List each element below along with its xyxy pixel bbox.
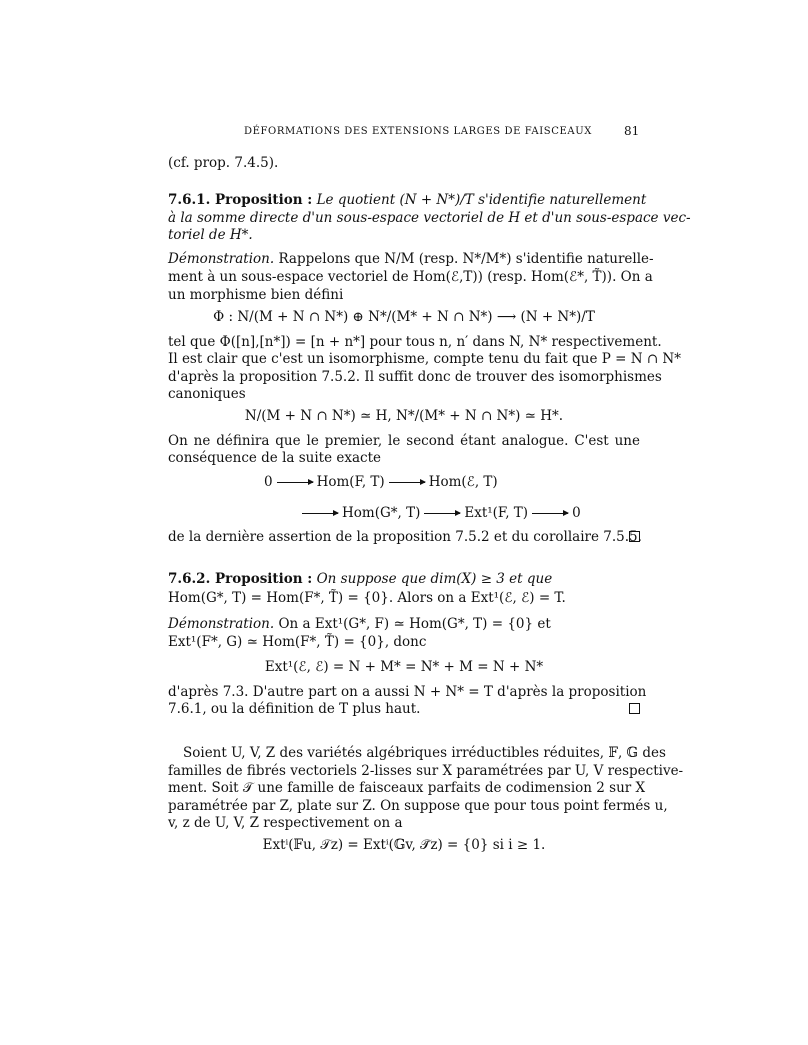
qed-square-icon: [629, 531, 640, 542]
equation-isomorphisms: N/(M + N ∩ N*) ≃ H, N*/(M* + N ∩ N*) ≃ H*.: [244, 408, 564, 424]
exact-sequence-row-2: [298, 505, 581, 521]
text-span: Rappelons que N/M (resp. N*/M*) s'identifie naturelle-: [278, 251, 654, 267]
text-line: Ext¹(F*, G) ≃ Hom(F*, T̃) = {0}, donc: [168, 634, 427, 650]
exact-sequence-row-1: [264, 474, 498, 490]
proposition-761-line: [168, 192, 647, 209]
text-span: On a Ext¹(G*, F) ≃ Hom(G*, T) = {0} et: [278, 616, 551, 632]
text-line: paramétrée par Z, plate sur Z. On suppose que pour tous point fermés u,: [168, 798, 668, 814]
text-line: Soient U, V, Z des variétés algébriques irréductibles réduites, 𝔽, 𝔾 des: [183, 745, 666, 761]
proposition-762-line: [168, 571, 640, 588]
text-line: d'après 7.3. D'autre part on a aussi N + N* = T d'après la proposition: [168, 684, 647, 700]
text-line: On ne définira que le premier, le second étant analogue. C'est une: [168, 433, 640, 449]
arrow-icon: [302, 513, 338, 514]
arrow-icon: [389, 482, 425, 483]
demonstration-label: Démonstration.: [168, 616, 275, 632]
text-line: ment. Soit 𝒯 une famille de faisceaux parfaits de codimension 2 sur X: [168, 780, 646, 796]
sequence-term: Hom(G*, T): [342, 505, 421, 521]
sequence-term: 0: [572, 505, 581, 521]
text-line: ment à un sous-espace vectoriel de Hom(ℰ,T)) (resp. Hom(ℰ*, T̃)). On a: [168, 269, 653, 285]
sequence-term: Ext¹(F, T): [464, 505, 529, 521]
demonstration-line: [168, 616, 640, 633]
equation-ext: Ext¹(ℰ, ℰ) = N + M* = N* + M = N + N*: [264, 659, 544, 675]
page-number: 81: [624, 124, 640, 138]
proposition-text: On suppose que dim(X) ≥ 3 et que: [316, 571, 553, 587]
text-line: (cf. prop. 7.4.5).: [168, 155, 279, 171]
sequence-term: Hom(ℰ, T): [428, 474, 498, 490]
qed-square-icon: [629, 703, 640, 714]
equation-phi: Φ : N/(M + N ∩ N*) ⊕ N*/(M* + N ∩ N*) ⟶ (N + N*)/T: [213, 309, 595, 325]
text-line: un morphisme bien défini: [168, 287, 344, 303]
text-line: canoniques: [168, 386, 246, 402]
text-line: tel que Φ([n],[n*]) = [n + n*] pour tous n, n′ dans N, N* respectivement.: [168, 334, 662, 350]
text-line: familles de fibrés vectoriels 2-lisses sur X paramétrées par U, V respective-: [168, 763, 684, 779]
equation-final: Extⁱ(𝔽u, 𝒯z) = Extⁱ(𝔾v, 𝒯̃z) = {0} si i ≥ 1.: [262, 837, 546, 853]
sequence-term: 0: [264, 474, 273, 490]
sequence-term: Hom(F, T): [316, 474, 385, 490]
text-line: 7.6.1, ou la définition de T plus haut.: [168, 701, 421, 717]
proposition-text: à la somme directe d'un sous-espace vectoriel de H et d'un sous-espace vec-: [168, 210, 691, 226]
proposition-text: Le quotient (N + N*)/T s'identifie naturellement: [316, 192, 647, 208]
proposition-label: 7.6.1. Proposition :: [168, 192, 313, 208]
text-line: de la dernière assertion de la proposition 7.5.2 et du corollaire 7.5.5.: [168, 529, 642, 545]
proposition-label: 7.6.2. Proposition :: [168, 571, 313, 587]
text-line: v, z de U, V, Z respectivement on a: [168, 815, 403, 831]
running-header: DÉFORMATIONS DES EXTENSIONS LARGES DE FAISCEAUX: [244, 126, 592, 137]
arrow-icon: [532, 513, 568, 514]
text-line: d'après la proposition 7.5.2. Il suffit donc de trouver des isomorphismes: [168, 369, 662, 385]
proposition-text: toriel de H*.: [168, 227, 253, 243]
text-line: Il est clair que c'est un isomorphisme, compte tenu du fait que P = N ∩ N*: [168, 351, 681, 367]
arrow-icon: [277, 482, 313, 483]
arrow-icon: [424, 513, 460, 514]
text-line: conséquence de la suite exacte: [168, 450, 382, 466]
demonstration-label: Démonstration.: [168, 251, 275, 267]
proposition-text: Hom(G*, T) = Hom(F*, T̃) = {0}. Alors on a Ext¹(ℰ, ℰ) = T.: [168, 590, 566, 606]
demonstration-line: [168, 251, 654, 268]
